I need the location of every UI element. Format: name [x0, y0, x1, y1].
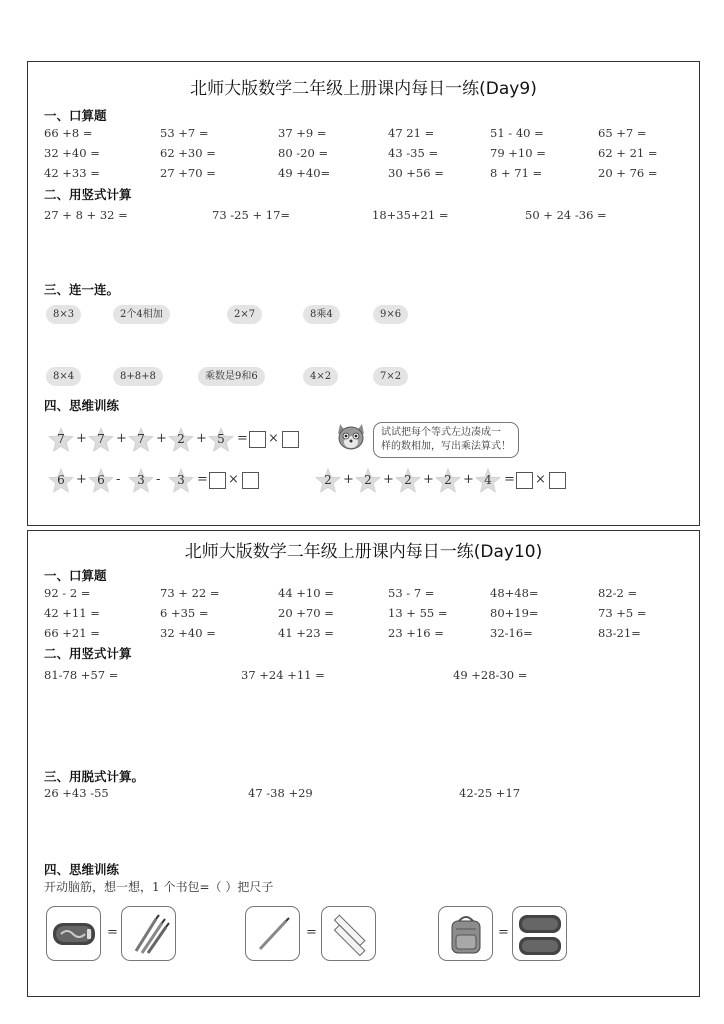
operator: +	[423, 472, 434, 487]
number-star	[315, 468, 341, 494]
times-sign: ×	[268, 431, 279, 446]
operator: +	[76, 472, 87, 487]
oral-problem: 92 - 2 =	[44, 586, 91, 600]
pencil-case-icon	[47, 907, 102, 962]
day10-panel	[27, 530, 700, 997]
pen-icon	[246, 907, 301, 962]
oral-problem: 27 +70 =	[160, 166, 216, 180]
number-star	[208, 427, 234, 453]
oral-problem: 66 +21 =	[44, 626, 100, 640]
number-star	[48, 468, 74, 494]
star-number: 2	[444, 473, 452, 487]
operator: +	[76, 431, 87, 446]
oral-problem: 65 +7 =	[598, 126, 647, 140]
operator: +	[343, 472, 354, 487]
oral-problem: 79 +10 =	[490, 146, 546, 160]
day9-vertical-3: 18+35+21 =	[372, 208, 449, 222]
number-star	[88, 427, 114, 453]
day9-vertical-1: 27 + 8 + 32 =	[44, 208, 128, 222]
oral-problem: 80+19=	[490, 606, 539, 620]
match-bottom-4[interactable]: 4×2	[303, 367, 338, 386]
oral-problem: 32 +40 =	[160, 626, 216, 640]
number-star	[128, 427, 154, 453]
equals-sign-2: =	[306, 925, 317, 940]
oral-problem: 66 +8 =	[44, 126, 93, 140]
day10-section-thinking: 四、思维训练	[44, 862, 120, 877]
star-number: 2	[177, 432, 185, 446]
answer-box[interactable]	[516, 472, 533, 489]
oral-problem: 30 +56 =	[388, 166, 444, 180]
oral-problem: 32-16=	[490, 626, 533, 640]
day10-title: 北师大版数学二年级上册课内每日一练(Day10)	[184, 542, 543, 562]
match-top-5[interactable]: 9×6	[373, 305, 408, 324]
day10-section-stepwise: 三、用脱式计算。	[44, 769, 145, 784]
hint-line-1: 试试把每个等式左边凑成一	[381, 427, 501, 438]
match-top-2[interactable]: 2个4相加	[113, 305, 170, 324]
oral-problem: 8 + 71 =	[490, 166, 543, 180]
number-star	[48, 427, 74, 453]
star-number: 5	[217, 432, 225, 446]
day9-vertical-4: 50 + 24 -36 =	[525, 208, 607, 222]
number-star	[128, 468, 154, 494]
oral-problem: 37 +9 =	[278, 126, 327, 140]
star-number: 3	[137, 473, 145, 487]
oral-problem: 41 +23 =	[278, 626, 334, 640]
operator: -	[156, 472, 161, 487]
equals-sign: =	[197, 472, 208, 487]
pencil-cases-icon	[513, 907, 568, 962]
backpack-card	[438, 906, 493, 961]
number-star	[395, 468, 421, 494]
day10-section-vertical: 二、用竖式计算	[44, 646, 132, 661]
pencil-cases-card	[512, 906, 567, 961]
number-star	[475, 468, 501, 494]
star-number: 7	[97, 432, 105, 446]
oral-problem: 42 +11 =	[44, 606, 100, 620]
day9-section-vertical: 二、用竖式计算	[44, 187, 132, 202]
backpack-icon	[439, 907, 494, 962]
answer-box[interactable]	[249, 431, 266, 448]
match-bottom-1[interactable]: 8×4	[46, 367, 81, 386]
oral-problem: 73 +5 =	[598, 606, 647, 620]
oral-problem: 49 +40=	[278, 166, 331, 180]
day10-stepwise-3: 42-25 +17	[459, 786, 521, 800]
oral-problem: 44 +10 =	[278, 586, 334, 600]
star-number: 7	[137, 432, 145, 446]
equals-sign: =	[504, 472, 515, 487]
number-star	[88, 468, 114, 494]
match-top-4[interactable]: 8乘4	[303, 305, 340, 324]
day10-prompt: 开动脑筋，想一想，1 个书包=（ ）把尺子	[44, 880, 274, 894]
star-number: 6	[57, 473, 65, 487]
oral-problem: 53 +7 =	[160, 126, 209, 140]
number-star	[355, 468, 381, 494]
operator: +	[116, 431, 127, 446]
equals-sign-3: =	[498, 925, 509, 940]
day9-section-match: 三、连一连。	[44, 282, 120, 297]
oral-problem: 32 +40 =	[44, 146, 100, 160]
oral-problem: 82-2 =	[598, 586, 638, 600]
operator: +	[463, 472, 474, 487]
day10-vertical-2: 37 +24 +11 =	[241, 668, 325, 682]
operator: +	[196, 431, 207, 446]
day10-vertical-3: 49 +28-30 =	[453, 668, 528, 682]
day10-section-oral: 一、口算题	[44, 568, 107, 583]
mascot-icon	[334, 420, 368, 454]
oral-problem: 83-21=	[598, 626, 641, 640]
day10-stepwise-1: 26 +43 -55	[44, 786, 109, 800]
equals-sign: =	[237, 431, 248, 446]
oral-problem: 43 -35 =	[388, 146, 439, 160]
day9-vertical-2: 73 -25 + 17=	[212, 208, 291, 222]
operator: -	[116, 472, 121, 487]
pens-card	[121, 906, 176, 961]
day10-stepwise-2: 47 -38 +29	[248, 786, 313, 800]
rulers-icon	[322, 907, 377, 962]
oral-problem: 73 + 22 =	[160, 586, 220, 600]
oral-problem: 53 - 7 =	[388, 586, 435, 600]
rulers-card	[321, 906, 376, 961]
oral-problem: 20 + 76 =	[598, 166, 658, 180]
answer-box[interactable]	[549, 472, 566, 489]
oral-problem: 6 +35 =	[160, 606, 209, 620]
match-bottom-3[interactable]: 乘数是9和6	[198, 367, 265, 386]
oral-problem: 47 21 =	[388, 126, 435, 140]
match-top-3[interactable]: 2×7	[227, 305, 262, 324]
match-bottom-2[interactable]: 8+8+8	[113, 367, 163, 386]
match-top-1[interactable]: 8×3	[46, 305, 81, 324]
day9-section-oral: 一、口算题	[44, 108, 107, 123]
oral-problem: 80 -20 =	[278, 146, 329, 160]
mascot-illustration	[334, 420, 368, 454]
oral-problem: 13 + 55 =	[388, 606, 448, 620]
pencil-case-card	[46, 906, 101, 961]
times-sign: ×	[535, 472, 546, 487]
star-number: 3	[177, 473, 185, 487]
star-number: 6	[97, 473, 105, 487]
star-number: 2	[404, 473, 412, 487]
operator: +	[156, 431, 167, 446]
day10-vertical-1: 81-78 +57 =	[44, 668, 119, 682]
answer-box[interactable]	[242, 472, 259, 489]
pens-icon	[122, 907, 177, 962]
hint-line-2: 样的数相加，写出乘法算式！	[381, 441, 511, 452]
star-number: 7	[57, 432, 65, 446]
oral-problem: 62 + 21 =	[598, 146, 658, 160]
number-star	[168, 468, 194, 494]
star-number: 2	[324, 473, 332, 487]
operator: +	[383, 472, 394, 487]
times-sign: ×	[228, 472, 239, 487]
oral-problem: 23 +16 =	[388, 626, 444, 640]
number-star	[435, 468, 461, 494]
pen-card	[245, 906, 300, 961]
day9-section-thinking: 四、思维训练	[44, 398, 120, 413]
oral-problem: 62 +30 =	[160, 146, 216, 160]
oral-problem: 42 +33 =	[44, 166, 100, 180]
oral-problem: 48+48=	[490, 586, 539, 600]
oral-problem: 20 +70 =	[278, 606, 334, 620]
number-star	[168, 427, 194, 453]
hint-bubble	[373, 422, 519, 458]
oral-problem: 51 - 40 =	[490, 126, 544, 140]
answer-box[interactable]	[282, 431, 299, 448]
equals-sign-1: =	[107, 925, 118, 940]
match-bottom-5[interactable]: 7×2	[373, 367, 408, 386]
star-number: 2	[364, 473, 372, 487]
day9-title: 北师大版数学二年级上册课内每日一练(Day9)	[190, 79, 537, 99]
star-number: 4	[484, 473, 492, 487]
day9-panel	[27, 61, 700, 526]
answer-box[interactable]	[209, 472, 226, 489]
